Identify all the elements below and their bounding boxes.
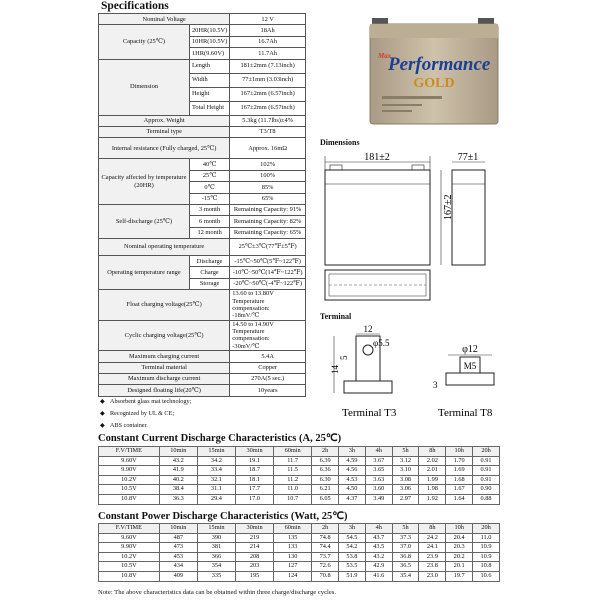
footnote: Note: The above characteristics data can be obtained within three charge/discharge cycles.	[98, 589, 337, 596]
table-cell: 214	[236, 543, 274, 553]
table-cell: 33.4	[197, 466, 235, 476]
table-row	[99, 475, 500, 485]
table-cell: 10.5V	[99, 485, 160, 495]
table-cell: 42.9	[365, 562, 392, 572]
table-cell: 208	[236, 552, 274, 562]
table-cell: 4.56	[339, 466, 366, 476]
series-logo: GOLD	[413, 76, 455, 91]
table-cell: 135	[274, 533, 312, 543]
table-cell: 43.2	[365, 552, 392, 562]
table-cell: 124	[274, 571, 312, 581]
table-cell: 366	[197, 552, 235, 562]
table-cell: 74.8	[312, 533, 339, 543]
table-cell: 2.97	[392, 494, 419, 504]
column-header: 30min	[236, 447, 274, 457]
table-cell: 219	[236, 533, 274, 543]
table-cell: 11.5	[274, 466, 312, 476]
table-cell: 36.8	[392, 552, 419, 562]
specifications-title: Specifications	[101, 0, 169, 12]
table-cell: 37.3	[392, 533, 419, 543]
table-cell: 10.7	[274, 494, 312, 504]
column-header: 8h	[419, 447, 446, 457]
table-cell: 2.02	[419, 456, 446, 466]
table-cell: 6.30	[312, 475, 339, 485]
table-cell: 9.90V	[99, 543, 160, 553]
t3-height2-label: 5	[339, 355, 349, 360]
table-row	[99, 494, 500, 504]
table-cell: 3.06	[392, 485, 419, 495]
table-cell: 0.88	[473, 494, 500, 504]
table-cell: 20.2	[446, 552, 473, 562]
column-header: 15min	[197, 447, 235, 457]
table-cell: 72.6	[312, 562, 339, 572]
column-header: 60min	[274, 524, 312, 534]
column-header: 30min	[236, 524, 274, 534]
table-cell: 1.68	[446, 475, 473, 485]
table-cell: 11.7	[274, 456, 312, 466]
table-row	[99, 552, 500, 562]
column-header: 10h	[446, 524, 473, 534]
table-cell: 4.59	[339, 456, 366, 466]
column-header: 20h	[473, 524, 500, 534]
t8-diameter-label: φ12	[462, 344, 478, 355]
table-cell: 1.92	[419, 494, 446, 504]
current-discharge-table	[98, 446, 500, 505]
table-cell: 51.9	[339, 571, 366, 581]
table-cell: 11.0	[274, 485, 312, 495]
table-cell: 0.91	[473, 475, 500, 485]
table-cell: 4.37	[339, 494, 366, 504]
table-cell: 41.6	[365, 571, 392, 581]
table-cell: 9.60V	[99, 533, 160, 543]
t8-bolt-label: M5	[463, 361, 477, 371]
table-cell: 41.9	[159, 466, 197, 476]
table-row	[99, 533, 500, 543]
column-header: 20h	[473, 447, 500, 457]
column-header: F.V/TIME	[99, 524, 160, 534]
table-cell: 0.91	[473, 466, 500, 476]
table-cell: 19.1	[236, 456, 274, 466]
table-cell: 3.60	[365, 485, 392, 495]
table-cell: 36.3	[159, 494, 197, 504]
table-cell: 10.8V	[99, 494, 160, 504]
table-cell: 70.8	[312, 571, 339, 581]
table-cell: 133	[274, 543, 312, 553]
table-cell: 195	[236, 571, 274, 581]
table-cell: 6.05	[312, 494, 339, 504]
table-row	[99, 466, 500, 476]
table-cell: 43.2	[159, 456, 197, 466]
table-cell: 1.67	[446, 485, 473, 495]
table-row: Nominal Voltage 12 V	[99, 14, 306, 25]
table-row	[99, 485, 500, 495]
table-cell: 23.9	[419, 552, 446, 562]
table-cell: 10.9	[473, 552, 500, 562]
height-label: 167±2	[443, 194, 454, 220]
table-cell: 6.39	[312, 456, 339, 466]
t3-width-label: 12	[363, 324, 373, 334]
width-label: 77±1	[457, 152, 479, 163]
table-cell: 18.7	[236, 466, 274, 476]
dimensions-drawing	[320, 150, 500, 310]
table-cell: 43.5	[365, 543, 392, 553]
table-cell: 1.98	[419, 485, 446, 495]
table-cell: 409	[159, 571, 197, 581]
table-cell: 3.49	[365, 494, 392, 504]
table-cell: 54.5	[339, 533, 366, 543]
table-cell: 0.91	[473, 456, 500, 466]
table-cell: 127	[274, 562, 312, 572]
column-header: 10min	[159, 447, 197, 457]
brand-logo: Performance	[388, 54, 491, 75]
table-cell: 18.1	[236, 475, 274, 485]
table-cell: 10.2V	[99, 552, 160, 562]
table-cell: 9.90V	[99, 466, 160, 476]
table-header-row	[99, 447, 500, 457]
terminal-title: Terminal	[320, 312, 352, 321]
table-cell: 38.4	[159, 485, 197, 495]
table-cell: 390	[197, 533, 235, 543]
table-cell: 43.7	[365, 533, 392, 543]
column-header: 4h	[365, 524, 392, 534]
table-cell: 203	[236, 562, 274, 572]
table-cell: 487	[159, 533, 197, 543]
brand-small: Max	[378, 52, 392, 60]
table-row	[99, 571, 500, 581]
table-cell: 54.2	[339, 543, 366, 553]
t3-height-label: 14	[330, 365, 340, 374]
column-header: 2h	[312, 524, 339, 534]
column-header: F.V/TIME	[99, 447, 160, 457]
column-header: 5h	[392, 447, 419, 457]
feature-list	[100, 398, 191, 429]
table-cell: 3.12	[392, 456, 419, 466]
table-cell: 20.3	[446, 543, 473, 553]
table-cell: 53.8	[339, 552, 366, 562]
dimensions-title: Dimensions	[320, 138, 360, 147]
t3-label: Terminal T3	[342, 407, 397, 419]
column-header: 3h	[339, 524, 366, 534]
specifications-table: Nominal Voltage 12 V Capacity (25℃) 20HR(10.5V) 18Ah 10HR(10.5V) 16.7Ah 1HR(9.60V) 11.7Ah Dimension Length 181±2mm (7.13inch) Width 77±1mm (3.03inch) Height 167±2mm (6.57inch) Total Height 167±2mm (6.57inch) Approx. Weight 5.3kg (11.7lbs)±4% Terminal type T3/T8 Internal resistance (Fully charged, 25℃) Approx. 16mΩ Capacity affected by temperature (20HR) 40℃ 102% 25℃ 100% 0℃ 85% -15℃ 65% Self-discharge (25℃) 3 month Remaining Capacity: 91% 6 month Remaining Capacity: 82% 12 month Remaining Capacity: 65% Nominal operating temperature 25℃±3℃(77℉±5℉) Operating temperature range Discharge -15℃~50℃(5℉~122℉) Charge -10℃~50℃(14℉~122℉) Storage -20℃~50℃(-4℉~122℉) Float charging voltage(25℃) 13.60 to 13.80V Temperature compensation: -18mV/℃ Cyclic charging voltage(25℃) 14.50 to 14.90V Temperature compensation: -30mV/℃ Maximum charging current 5.4A Terminal material Copper Maximum discharge current 270A(5 sec.) Designed floating life(20℃) 10years	[98, 13, 306, 397]
table-cell: 335	[197, 571, 235, 581]
table-cell: 10.9	[473, 543, 500, 553]
t3-hole-label: φ5.5	[373, 338, 390, 348]
column-header: 3h	[339, 447, 366, 457]
column-header: 10h	[446, 447, 473, 457]
table-row	[99, 456, 500, 466]
table-cell: 36.5	[392, 562, 419, 572]
table-cell: 3.08	[392, 475, 419, 485]
table-cell: 29.4	[197, 494, 235, 504]
table-cell: 24.1	[419, 543, 446, 553]
table-cell: 23.8	[419, 562, 446, 572]
list-item: ◆ Recognized by UL & CE;	[100, 410, 175, 417]
table-cell: 130	[274, 552, 312, 562]
table-row	[99, 543, 500, 553]
table-cell: 74.4	[312, 543, 339, 553]
column-header: 10min	[159, 524, 197, 534]
table-cell: 6.21	[312, 485, 339, 495]
battery-photo	[368, 12, 502, 128]
column-header: 2h	[312, 447, 339, 457]
table-cell: 3.67	[365, 456, 392, 466]
cpd-title: Constant Power Discharge Characteristics (Watt, 25℃)	[98, 511, 348, 522]
table-cell: 19.7	[446, 571, 473, 581]
table-cell: 1.99	[419, 475, 446, 485]
table-cell: 37.0	[392, 543, 419, 553]
table-row	[99, 562, 500, 572]
table-cell: 35.4	[392, 571, 419, 581]
table-cell: 434	[159, 562, 197, 572]
column-header: 15min	[197, 524, 235, 534]
table-cell: 10.8V	[99, 571, 160, 581]
ccd-title: Constant Current Discharge Characteristics (A, 25℃)	[98, 433, 342, 444]
length-label: 181±2	[364, 152, 390, 163]
table-cell: 53.5	[339, 562, 366, 572]
table-cell: 11.2	[274, 475, 312, 485]
table-cell: 1.64	[446, 494, 473, 504]
table-cell: 1.70	[446, 456, 473, 466]
table-cell: 23.0	[419, 571, 446, 581]
table-cell: 20.4	[446, 533, 473, 543]
table-cell: 453	[159, 552, 197, 562]
table-cell: 9.60V	[99, 456, 160, 466]
table-cell: 6.36	[312, 466, 339, 476]
table-cell: 3.10	[392, 466, 419, 476]
table-cell: 32.1	[197, 475, 235, 485]
table-cell: 381	[197, 543, 235, 553]
table-cell: 10.2V	[99, 475, 160, 485]
table-cell: 11.0	[473, 533, 500, 543]
table-cell: 0.90	[473, 485, 500, 495]
table-cell: 473	[159, 543, 197, 553]
table-cell: 73.7	[312, 552, 339, 562]
table-cell: 354	[197, 562, 235, 572]
table-cell: 24.2	[419, 533, 446, 543]
t8-label: Terminal T8	[438, 407, 493, 419]
table-cell: 10.5V	[99, 562, 160, 572]
power-discharge-table	[98, 523, 500, 582]
table-header-row	[99, 524, 500, 534]
table-cell: 3.63	[365, 475, 392, 485]
column-header: 4h	[365, 447, 392, 457]
table-cell: 4.53	[339, 475, 366, 485]
table-cell: 34.2	[197, 456, 235, 466]
table-cell: 17.7	[236, 485, 274, 495]
table-cell: 4.50	[339, 485, 366, 495]
column-header: 60min	[274, 447, 312, 457]
table-cell: 10.8	[473, 562, 500, 572]
list-item: ◆ Absorbent glass mat technology;	[100, 398, 192, 405]
table-cell: 10.6	[473, 571, 500, 581]
table-cell: 2.01	[419, 466, 446, 476]
terminal-drawing	[320, 322, 505, 422]
table-cell: 40.2	[159, 475, 197, 485]
table-cell: 31.1	[197, 485, 235, 495]
list-item: ◆ ABS container.	[100, 422, 148, 429]
table-cell: 3.65	[365, 466, 392, 476]
table-cell: 17.0	[236, 494, 274, 504]
t8-height-label: 3	[433, 380, 438, 390]
column-header: 5h	[392, 524, 419, 534]
table-cell: 20.1	[446, 562, 473, 572]
table-cell: 1.69	[446, 466, 473, 476]
column-header: 8h	[419, 524, 446, 534]
